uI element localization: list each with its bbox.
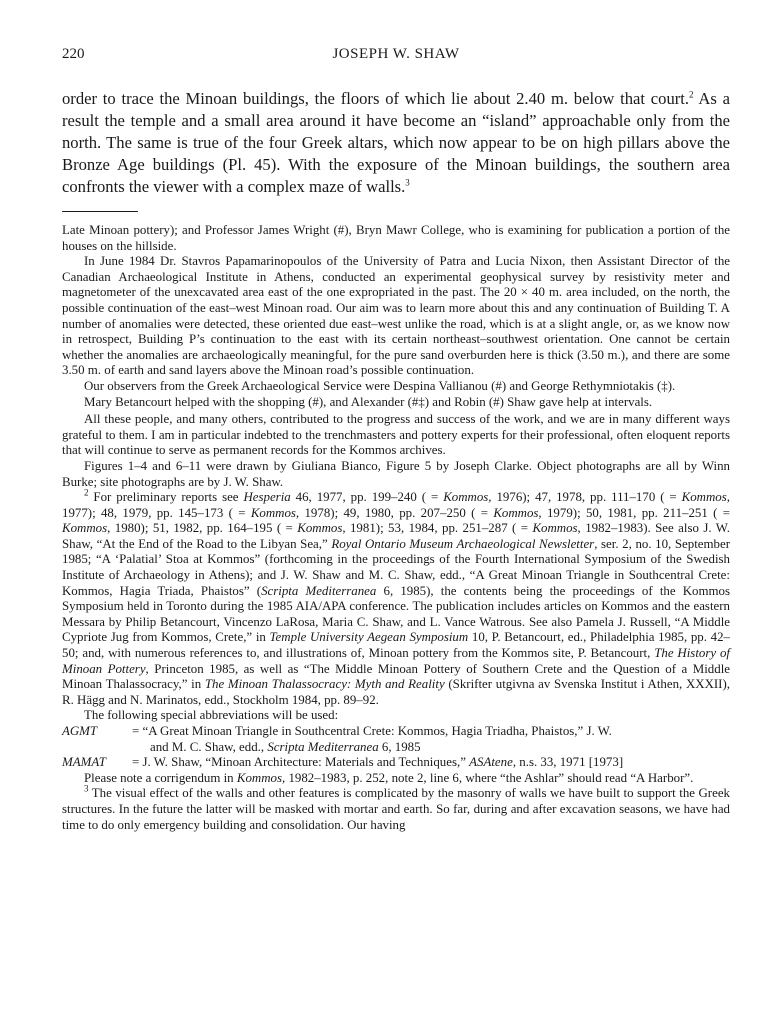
text-run: , Princeton 1985, as well as “The Middle Minoan Pottery of Southern Crete and the Question of a Middle Minoan Thalassocracy,” in xyxy=(62,661,730,692)
text-run: 6, 1985 xyxy=(378,739,421,754)
footnotes xyxy=(62,223,730,833)
abbreviation-entry xyxy=(62,755,730,771)
text-run: (Skrifter utgivna av Svenska Institut i Athen, XXXII), R. Hägg and N. Marinatos, edd., Stockholm 1984, pp. 89–92. xyxy=(62,677,730,707)
text-run: 1977); 48, 1979, pp. 145–173 ( = xyxy=(62,505,251,520)
text-run: = “A Great Minoan Triangle in Southcentral Crete: Kommos, Hagia Triadha, Phaistos,” J. W. xyxy=(132,724,612,738)
italic-run: Scripta Mediterranea xyxy=(261,583,377,598)
text-run: 6, 1985), the contents being the proceedings of the Kommos Symposium held in Toronto during the 1985 AIA/APA conference. The publication includes articles on Kommos and the eastern Messara by Philip Betancourt, Vincenzo LaRosa, Maria C. Shaw, and L. Vance Watrous. See also Pamela J. Russell, “A Middle Cypriote Jug from Kommos, Crete,” in xyxy=(62,583,730,645)
footnote-paragraph: Late Minoan pottery); and Professor James Wright (#), Bryn Mawr College, who is examining for publication a portion of the houses on the hillside. xyxy=(62,223,730,253)
footnote-3 xyxy=(62,786,730,833)
text-run: 1976); 47, 1978, pp. 111–170 ( = xyxy=(491,490,682,505)
text-run: 46, 1977, pp. 199–240 ( = xyxy=(290,490,444,505)
abbreviation-key: MAMAT xyxy=(62,755,106,770)
text-run: 1978); 49, 1980, pp. 207–250 ( = xyxy=(299,505,494,520)
text-run: 1982–1983). See also J. W. Shaw, “At the End of the Road to the Libyan Sea,” xyxy=(62,521,730,551)
footnote-paragraph: Mary Betancourt helped with the shopping (#), and Alexander (#‡) and Robin (#) Shaw gave help at intervals. xyxy=(84,394,653,409)
text-run: 1981); 53, 1984, pp. 251–287 ( = xyxy=(345,521,533,536)
page-number: 220 xyxy=(62,46,85,62)
italic-run: Kommos, xyxy=(297,521,346,536)
footnote-mark: 2 xyxy=(84,487,89,498)
italic-run: Kommos, xyxy=(250,505,300,520)
footnote-ref[interactable]: 2 xyxy=(689,89,694,100)
footnote-divider xyxy=(62,211,138,212)
text-run: = J. W. Shaw, “Minoan Architecture: Materials and Techniques,” xyxy=(132,755,470,770)
page xyxy=(62,46,730,833)
text-run: 1982–1983, p. 252, note 2, line 6, where “the Ashlar” should read “A Harbor”. xyxy=(285,770,694,785)
text-run: Please note a corrigendum in xyxy=(84,770,237,785)
running-head: JOSEPH W. SHAW xyxy=(332,46,460,62)
italic-run: The Minoan Thalassocracy: Myth and Reality xyxy=(204,677,445,692)
text-run: and M. C. Shaw, edd., xyxy=(150,739,268,754)
abbreviation-entry xyxy=(62,724,730,755)
abbreviation-value xyxy=(132,755,730,771)
footnote-paragraph: In June 1984 Dr. Stavros Papamarinopoulos of the University of Patra and Lucia Nixon, then Assistant Director of the Canadian Archaeological Institute in Athens, conducted an experimental geophysical survey by resistivity meter and magnetometer of the unexcavated area east of the one expropriated in the past. The 20 × 40 m. area included, on the north, the possible continuation of the east–west Minoan road. Our aim was to learn more about this and any continuation of Building T. A number of anomalies were detected, these oriented due east–west unlike the road, which is at a slight angle, or, as we know now in retrospect, Building P’s continuation to the east with its certain northeast–southwest orientation. One cannot be certain whether the anomalies are archaeologically meaningful, for the pure sand overburden here is thick (3.50 m.), and there are some 3.50 m. of earth and sand layers above the Minoan road’s possible continuation. xyxy=(62,254,730,378)
abbreviation-key: AGMT xyxy=(62,724,98,738)
footnote-2 xyxy=(62,487,730,708)
italic-run: Kommos, xyxy=(62,521,111,536)
footnote-paragraph: Our observers from the Greek Archaeological Service were Despina Vallianou (#) and George Rethymniotakis (‡). xyxy=(84,378,676,393)
text-run: 10, P. Betancourt, ed., Philadelphia 1985, pp. 42–50; and, with numerous references to, and illustrations of, Minoan pottery from the Kommos site, P. Betancourt, xyxy=(62,630,730,661)
text-run: , n.s. 33, 1971 [1973] xyxy=(512,755,624,770)
footnote-mark: 3 xyxy=(84,784,89,795)
body-paragraph-part: As a result the temple and a small area around it have become an “island” approachable only from the north. The same is true of the four Greek altars, which now appear to be on high pillars above the Bronze Age buildings (Pl. 45). With the exposure of the Minoan buildings, the southern area confronts the viewer with a complex maze of walls. xyxy=(62,89,730,196)
abbreviations-intro: The following special abbreviations will be used: xyxy=(84,708,339,723)
text-run: , ser. 2, no. 10, September 1985; “A ‘Palatial’ Stoa at Kommos” (forthcoming in the proceedings of the Fourth International Symposium of the Swedish Institute of Archaeology in Athens); and J. W. Shaw and M. C. Shaw, edd., “A Great Minoan Triangle in Southcentral Crete: Kommos, Hagia Triada, Phaistos” ( xyxy=(62,536,730,598)
italic-run: The History of Minoan Pottery xyxy=(62,646,730,676)
italic-run: Kommos, xyxy=(443,490,492,505)
italic-run: Royal Ontario Museum Archaeological Newsletter xyxy=(331,536,595,551)
text-run: 1980); 51, 1982, pp. 164–195 ( = xyxy=(110,521,298,536)
italic-run: Kommos, xyxy=(236,770,286,785)
footnote-paragraph: All these people, and many others, contributed to the progress and success of the work, and we are in many different ways grateful to them. I am in particular indebted to the trenchmasters and pottery experts for their professional, often eloquent reports that will continue to serve as permanent records for the Kommos archives. xyxy=(62,412,730,458)
abbreviation-continuation xyxy=(132,740,730,756)
page-header xyxy=(62,46,730,66)
text-run: The visual effect of the walls and other features is complicated by the masonry of walls we have built to support the Greek structures. In the future the latter will be masked with mortar and earth. So far, during and after excavation seasons, we have had time to do only emergency building and consolidation. Our having xyxy=(62,786,730,832)
italic-run: ASAtene xyxy=(469,755,513,770)
italic-run: Kommos, xyxy=(493,505,542,520)
italic-run: Kommos, xyxy=(532,521,581,536)
abbreviation-value xyxy=(132,724,730,755)
text-run: 1979); 50, 1981, pp. 211–251 ( = xyxy=(541,505,730,520)
footnote-paragraph: Figures 1–4 and 6–11 were drawn by Giuliana Bianco, Figure 5 by Joseph Clarke. Object photographs are all by Winn Burke; site photographs are by J. W. Shaw. xyxy=(62,458,730,489)
italic-run: Temple University Aegean Symposium xyxy=(269,630,469,645)
italic-run: Hesperia xyxy=(243,490,291,505)
body-paragraph-part: order to trace the Minoan buildings, the floors of which lie about 2.40 m. below that court. xyxy=(62,89,690,108)
italic-run: Scripta Mediterranea xyxy=(267,739,379,754)
footnote-ref[interactable]: 3 xyxy=(405,177,410,188)
body-text xyxy=(62,88,730,198)
corrigendum-note xyxy=(62,771,730,787)
text-run: For preliminary reports see xyxy=(88,490,244,505)
italic-run: Kommos, xyxy=(681,490,730,505)
